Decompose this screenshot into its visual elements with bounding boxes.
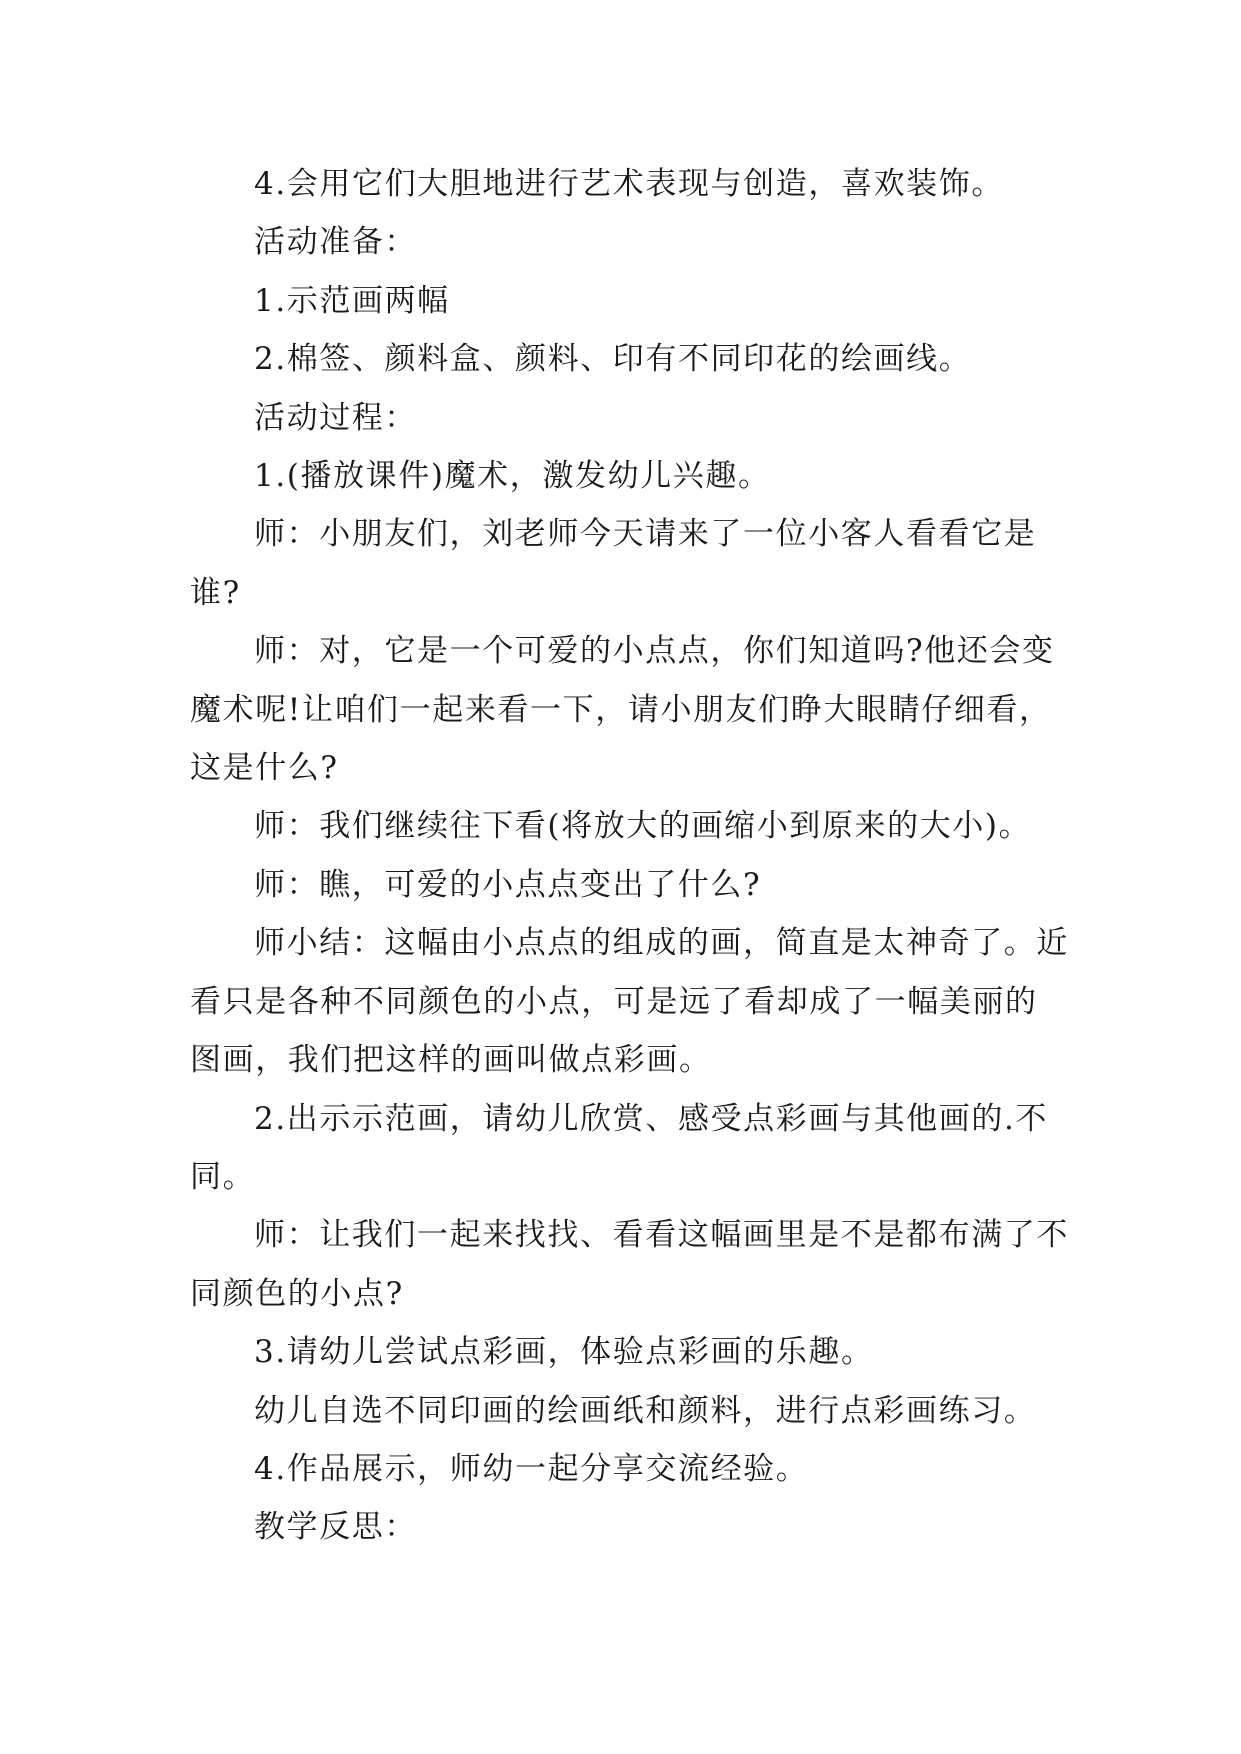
- paragraph-process-3: 3.请幼儿尝试点彩画，体验点彩画的乐趣。: [254, 1334, 874, 1371]
- paragraph-teacher-2: 师：对，它是一个可爱的小点点，你们知道吗?他还会变魔术呢!让咱们一起来看一下，请小朋友们睁大眼睛仔细看，这是什么?: [190, 633, 1055, 787]
- paragraph-teacher-summary: 师小结：这幅由小点点的组成的画，简直是太神奇了。近看只是各种不同颜色的小点，可是远了看却成了一幅美丽的图画，我们把这样的画叫做点彩画。: [190, 925, 1069, 1079]
- heading-preparation: 活动准备：: [254, 224, 417, 261]
- paragraph-process-1: 1.(播放课件)魔术，激发幼儿兴趣。: [254, 458, 771, 495]
- paragraph-teacher-3: 师：我们继续往下看(将放大的画缩小到原来的大小)。: [254, 808, 1032, 845]
- paragraph-children-practice: 幼儿自选不同印画的绘画纸和颜料，进行点彩画练习。: [254, 1392, 1037, 1429]
- heading-process: 活动过程：: [254, 399, 417, 436]
- heading-reflection: 教学反思：: [254, 1509, 417, 1546]
- paragraph-process-2: 2.出示示范画，请幼儿欣赏、感受点彩画与其他画的.不同。: [190, 1100, 1049, 1195]
- document-body: [190, 155, 1070, 1557]
- paragraph-preparation-2: 2.棉签、颜料盒、颜料、印有不同印花的绘画线。: [254, 341, 972, 378]
- paragraph-teacher-1: 师：小朋友们，刘老师今天请来了一位小客人看看它是谁?: [190, 516, 1037, 611]
- paragraph-process-4: 4.作品展示，师幼一起分享交流经验。: [254, 1450, 809, 1487]
- paragraph-preparation-1: 1.示范画两幅: [254, 282, 450, 319]
- paragraph-teacher-5: 师：让我们一起来找找、看看这幅画里是不是都布满了不同颜色的小点?: [190, 1217, 1069, 1312]
- paragraph-teacher-4: 师：瞧，可爱的小点点变出了什么?: [254, 866, 762, 903]
- paragraph-objective-4: 4.会用它们大胆地进行艺术表现与创造，喜欢装饰。: [254, 166, 1004, 202]
